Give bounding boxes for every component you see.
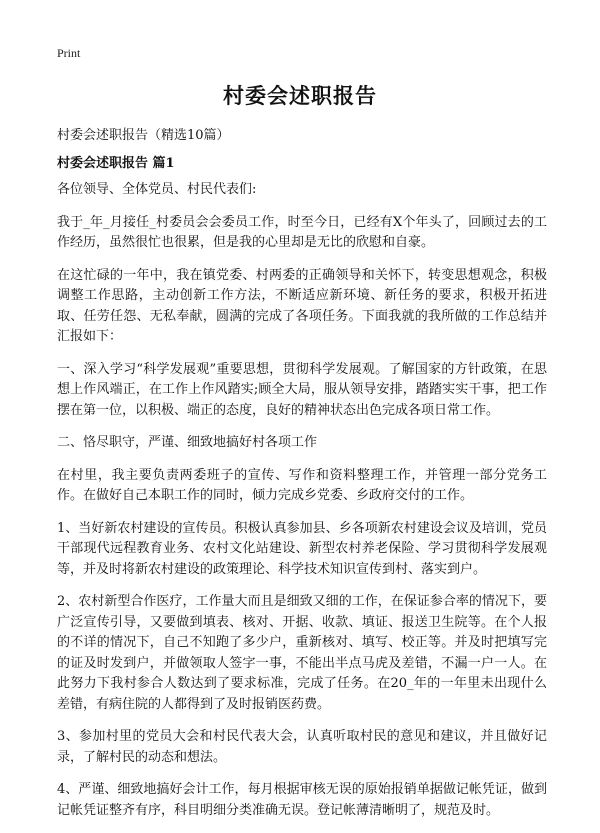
paragraph-section-heading: 二、恪尽职守，严谨、细致地搞好村各项工作 (57, 435, 318, 450)
article-body (57, 180, 547, 833)
paragraph: 1、当好新农村建设的宣传员。积极认真参加县、乡各项新农村建设会议及培训，党员干部现代远程教育业务、农村文化站建设、新型农村养老保险、学习贯彻科学发展观等，并及时将新农村建设的政策理论、科学技术知识宣传到村、落实到户。 (57, 520, 547, 577)
paragraph: 在村里，我主要负责两委班子的宣传、写作和资料整理工作，并管理一部分党务工作。在做好自己本职工作的同时，倾力完成乡党委、乡政府交付的工作。 (57, 467, 547, 503)
paragraph: 一、深入学习“科学发展观”重要思想，贯彻科学发展观。了解国家的方针政策，在思想上作风端正，在工作上作风踏实;顾全大局，服从领导安排，踏踏实实干事，把工作摆在第一位，以积极、端正的态度，良好的精神状态出色完成各项日常工作。 (57, 361, 547, 418)
document-subtitle: 村委会述职报告（精选10篇） (57, 128, 230, 143)
paragraph: 在这忙碌的一年中，我在镇党委、村两委的正确领导和关怀下，转变思想观念，积极调整工作思路，主动创新工作方法，不断适应新环境、新任务的要求，积极开拓进取、任劳任怨、无私奉献，圆满的完成了各项任务。下面我就的我所做的工作总结并汇报如下： (57, 267, 547, 344)
paragraph: 2、农村新型合作医疗，工作量大而且是细致又细的工作，在保证参合率的情况下，要广泛宣传引导，又要做到填表、核对、开据、收款、填证、报送卫生院等。在个人报的不详的情况下，自己不知跑了多少户，重新核对、填写、校正等。并及时把填写完的证及时发到户，并做领取人签字一事，不能出半点马虎及差错，不漏一户一人。在此努力下我村参合人数达到了要求标准，完成了任务。在20_年的一年里未出现什么差错，有病住院的人都得到了及时报销医药费。 (57, 594, 547, 712)
paragraph: 3、参加村里的党员大会和村民代表大会，认真听取村民的意见和建议，并且做好记录，了解村民的动态和想法。 (57, 729, 547, 765)
print-link[interactable]: Print (57, 46, 81, 60)
page-title: 村委会述职报告 (223, 83, 377, 108)
paragraph-greeting: 各位领导、全体党员、村民代表们: (57, 182, 257, 197)
paragraph: 我于_年_月接任_村委员会会委员工作，时至今日，已经有X个年头了，回顾过去的工作经历，虽然很忙也很累，但是我的心里却是无比的欣慰和自豪。 (57, 214, 547, 250)
section-heading: 村委会述职报告 篇1 (57, 156, 175, 171)
paragraph: 4、严谨、细致地搞好会计工作，每月根据审核无误的原始报销单据做记帐凭证，做到记帐凭证整齐有序，科目明细分类准确无误。登记帐薄清晰明了，规范及时。 (57, 782, 547, 818)
